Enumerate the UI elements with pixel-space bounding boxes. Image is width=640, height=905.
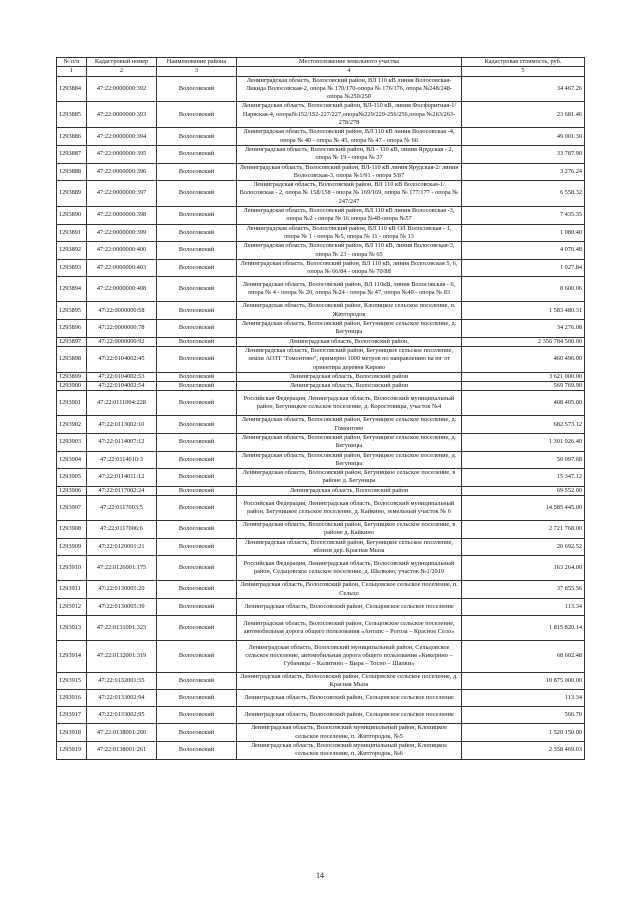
cadastral-value: 1 301 926.40: [462, 433, 585, 451]
land-plot-location: Ленинградская область, Волосовский район, ВЛ 110 кВ, линия Волосовская-3, опора № 23 - опора № 65: [237, 242, 462, 260]
cadastral-value: 1 080.40: [462, 224, 585, 242]
cadastral-value: 49 001.30: [462, 128, 585, 146]
cadastral-number: 47:22:0131001:323: [87, 615, 157, 640]
cadastral-value: 113.34: [462, 598, 585, 615]
table-row: [57, 346, 585, 372]
land-plot-location: Ленинградская область, Волосовский муниципальный район, Клопицкое сельское поселение, п. Житгородок, №5: [237, 724, 462, 742]
table-row: [57, 496, 585, 521]
cadastral-number: 47:22:0138001:261: [87, 742, 157, 760]
row-number: 1293899: [57, 372, 87, 381]
row-number: 1293905: [57, 469, 87, 487]
row-number: 1293912: [57, 598, 87, 615]
cadastral-number: 47:22:0104002:54: [87, 382, 157, 391]
cadastral-number: 47:22:0000000:92: [87, 337, 157, 346]
district-name: Волосовский: [157, 538, 237, 556]
table-row: [57, 538, 585, 556]
district-name: Волосовский: [157, 486, 237, 495]
row-number: 1293916: [57, 690, 87, 707]
header-district-name: Наименование района: [157, 58, 237, 67]
land-plot-location: Ленинградская область, Волосовский район, ВЛ 110 кВ линия Волосовская-Ликида Волосовская-2, опора № 170/170-опора № 176/176, опора №248/248-опора №250/250: [237, 76, 462, 102]
cadastral-value: 682 573.12: [462, 416, 585, 434]
column-number: 2: [87, 67, 157, 76]
cadastral-value: 113.34: [462, 690, 585, 707]
row-number: 1293885: [57, 102, 87, 128]
district-name: Волосовский: [157, 277, 237, 302]
cadastral-value: 8 600.06: [462, 277, 585, 302]
land-plot-location: Ленинградская область, Волосовский район, Сельцовское сельское поселение, д. Красная Мыза: [237, 672, 462, 690]
cadastral-number: 47:22:0104002:45: [87, 346, 157, 372]
column-number: 3: [157, 67, 237, 76]
row-number: 1293884: [57, 76, 87, 102]
district-name: Волосовский: [157, 76, 237, 102]
row-number: 1293917: [57, 707, 87, 724]
cadastral-value: 2 721 768.00: [462, 521, 585, 539]
table-row: [57, 615, 585, 640]
land-plot-location: Ленинградская область, Волосовский район, Сельцовское сельское поселение: [237, 707, 462, 724]
cadastral-value: 20 692.52: [462, 538, 585, 556]
cadastral-value: 1 583 480.31: [462, 302, 585, 320]
cadastral-number: 47:22:0132001:319: [87, 640, 157, 672]
land-plot-location: Российская Федерация, Ленинградская область, Волосовский муниципальный район, Сельцовское сельское поселение, д. Шелково, участок №1/2019: [237, 556, 462, 581]
header-location: Местоположение земельного участка: [237, 58, 462, 67]
cadastral-value: 69 552.00: [462, 486, 585, 495]
table-row: [57, 640, 585, 672]
row-number: 1293907: [57, 496, 87, 521]
row-number: 1293908: [57, 521, 87, 539]
land-plot-location: Ленинградская область, Волосовский район, Бегуницкое сельское поселение, в районе д. Бегуницы: [237, 469, 462, 487]
cadastral-number: 47:22:0138001:260: [87, 724, 157, 742]
table-row: [57, 128, 585, 146]
cadastral-number: 47:22:0117003:5: [87, 496, 157, 521]
row-number: 1293900: [57, 382, 87, 391]
land-plot-location: Ленинградская область, Волосовский район, ВЛ 110 кВ Волосовская-1/Волосовская - 2, опора № 158/158 - опора № 169/169, опора № 177/177 - опора № 247/247: [237, 181, 462, 207]
table-row: [57, 556, 585, 581]
district-name: Волосовский: [157, 346, 237, 372]
cadastral-value: 2 356 784 500.00: [462, 337, 585, 346]
row-number: 1293892: [57, 242, 87, 260]
cadastral-number: 47:22:0113002:10: [87, 416, 157, 434]
cadastral-number: 47:22:0000000:392: [87, 76, 157, 102]
row-number: 1293903: [57, 433, 87, 451]
cadastral-number: 47:22:0104002:53: [87, 372, 157, 381]
cadastral-number: 47:22:0000000:398: [87, 207, 157, 225]
cadastral-number: 47:22:0130005:20: [87, 581, 157, 599]
land-plot-location: Ленинградская область, Волосовский район, Сельцовское сельское поселение: [237, 598, 462, 615]
table-row: [57, 690, 585, 707]
land-plot-location: Ленинградская область, Волосовский район, Бегуницкое сельское поселение, в районе д. Кайкино: [237, 521, 462, 539]
cadastral-number: 47:22:0114011:12: [87, 469, 157, 487]
table-row: [57, 486, 585, 495]
district-name: Волосовский: [157, 128, 237, 146]
row-number: 1293904: [57, 451, 87, 469]
district-name: Волосовский: [157, 242, 237, 260]
row-number: 1293915: [57, 672, 87, 690]
land-plot-location: Ленинградская область, Волосовский район, ВЛ 110кВ, линия Волосовская - 6, опора № 4 - опора № 20, опора №24 - опора № 47, опора №49 - опора № 83: [237, 277, 462, 302]
district-name: Волосовский: [157, 451, 237, 469]
district-name: Волосовский: [157, 224, 237, 242]
cadastral-value: 2 358 469.03: [462, 742, 585, 760]
district-name: Волосовский: [157, 496, 237, 521]
table-row: [57, 707, 585, 724]
district-name: Волосовский: [157, 382, 237, 391]
row-number: 1293902: [57, 416, 87, 434]
cadastral-value: 37 855.56: [462, 581, 585, 599]
cadastral-number: 47:22:0000000:403: [87, 259, 157, 277]
cadastral-value: 1 027.84: [462, 259, 585, 277]
land-plot-location: Ленинградская область, Волосовский район: [237, 382, 462, 391]
land-plot-location: Ленинградская область, Волосовский район, ВЛ-110 кВ, линия Фосфоритная-1/Нарвская-4, опора№152/152-227/227,опора№229/229-256/256,опора №263/263-278/278: [237, 102, 462, 128]
land-plot-location: Ленинградская область, Волосовский район, Сельцовское сельское поселение, автомобильная дорога общего пользования «Антапс – Рогоза – Красное Село»: [237, 615, 462, 640]
cadastral-number: 47:22:0114007:12: [87, 433, 157, 451]
land-plot-location: Ленинградская область, Волосовский район, ВЛ - 110 кВ, линия Ярудская - 2, опора № 19 - опора № 37: [237, 145, 462, 163]
row-number: 1293888: [57, 163, 87, 181]
table-row: [57, 145, 585, 163]
cadastral-number: 47:22:0117002:24: [87, 486, 157, 495]
district-name: Волосовский: [157, 416, 237, 434]
row-number: 1293896: [57, 320, 87, 338]
land-plot-location: Ленинградская область, Волосовский муниципальный район, Сельцовское сельское поселение, автомобильная дорога общего пользования «Кикерино – Губаницы – Калитино – Выра – Тосно – Шапки»: [237, 640, 462, 672]
table-row: [57, 391, 585, 416]
district-name: Волосовский: [157, 640, 237, 672]
table-row: [57, 521, 585, 539]
row-number: 1293919: [57, 742, 87, 760]
land-plot-location: Российская Федерация, Ленинградская область, Волосовский муниципальный район, Бегуницкое сельское поселение, д. Коростовицы, участок №4: [237, 391, 462, 416]
district-name: Волосовский: [157, 615, 237, 640]
table-row: [57, 181, 585, 207]
cadastral-value: 566.70: [462, 707, 585, 724]
row-number: 1293901: [57, 391, 87, 416]
land-plot-location: Российская Федерация, Ленинградская область, Волосовский муниципальный район, Бегуницкое сельское поселение, д. Кайкино, земельный участок № 6: [237, 496, 462, 521]
table-row: [57, 469, 585, 487]
column-number: 5: [462, 67, 585, 76]
cadastral-number: 47:22:0000000:394: [87, 128, 157, 146]
land-plot-location: Ленинградская область, Волосовский район, ВЛ 110 кВ, линия Волосовская 5, 6, опора № 66/84 - опора № 70/88: [237, 259, 462, 277]
district-name: Волосовский: [157, 690, 237, 707]
land-plot-location: Ленинградская область, Волосовский район, Бегуницкое сельское поселение, д. Гомонтово: [237, 416, 462, 434]
district-name: Волосовский: [157, 433, 237, 451]
cadastral-value: 460 496.00: [462, 346, 585, 372]
land-plot-location: Ленинградская область, Волосовский район, Клопицкое сельское поселение, п. Житгородок: [237, 302, 462, 320]
land-plot-location: Ленинградская область, Волосовский район, Бегуницкое сельское поселение, д. Бегуницы: [237, 451, 462, 469]
table-row: [57, 382, 585, 391]
table-row: [57, 224, 585, 242]
cadastral-value: 6 558.32: [462, 181, 585, 207]
district-name: Волосовский: [157, 337, 237, 346]
cadastral-number: 47:22:0126001:175: [87, 556, 157, 581]
table-row: [57, 207, 585, 225]
cadastral-value: 4 070.48: [462, 242, 585, 260]
table-row: [57, 277, 585, 302]
row-number: 1293913: [57, 615, 87, 640]
table-row: [57, 416, 585, 434]
district-name: Волосовский: [157, 302, 237, 320]
column-number-row: [57, 67, 585, 76]
row-number: 1293891: [57, 224, 87, 242]
cadastral-value: 14 585 445.00: [462, 496, 585, 521]
land-plot-location: Ленинградская область, Волосовский район, Бегуницкое сельское поселение, д. Бегуницы: [237, 433, 462, 451]
cadastral-number: 47:22:0000000:408: [87, 277, 157, 302]
cadastral-number: 47:22:0000000:58: [87, 302, 157, 320]
cadastral-number: 47:22:0132001:55: [87, 672, 157, 690]
cadastral-number: 47:22:0117006:6: [87, 521, 157, 539]
land-plot-location: Ленинградская область, Волосовский район, Бегуницкое сельское поселение, земли АОЗТ "Гомонтово", примерно 1000 метров по направлению на юг от ориентира деревня Кирово: [237, 346, 462, 372]
column-number: 1: [57, 67, 87, 76]
land-plot-location: Ленинградская область, Волосовский район: [237, 486, 462, 495]
land-plot-location: Ленинградская область, Волосовский район, Сельцовское сельское поселение: [237, 690, 462, 707]
table-header-row: [57, 58, 585, 67]
table-row: [57, 581, 585, 599]
district-name: Волосовский: [157, 724, 237, 742]
land-plot-location: Ленинградская область, Волосовский район, ВЛ-110 кВ линия Ярудская-2/ линия Волосовская-3, опора №1/91 - опора 5/87: [237, 163, 462, 181]
cadastral-number: 47:22:0000000:78: [87, 320, 157, 338]
header-cadastral-number: Кадастровый номер: [87, 58, 157, 67]
cadastral-value: 3 621 000.00: [462, 372, 585, 381]
cadastral-value: 1 815 820.14: [462, 615, 585, 640]
land-plot-location: Ленинградская область, Волосовский район: [237, 372, 462, 381]
district-name: Волосовский: [157, 521, 237, 539]
cadastral-number: 47:22:0114010:3: [87, 451, 157, 469]
land-plot-location: Ленинградская область, Волосовский район, ВЛ 110 кВ линия Волосовская -3, опора №2 - опора № 16 опора №48-опора №57: [237, 207, 462, 225]
table-row: [57, 337, 585, 346]
land-plot-location: Ленинградская область, Волосовский район, Бегуницкое сельское поселение, вблизи дер. Красная Мыза: [237, 538, 462, 556]
district-name: Волосовский: [157, 556, 237, 581]
district-name: Волосовский: [157, 391, 237, 416]
district-name: Волосовский: [157, 207, 237, 225]
cadastral-value: 163 264.00: [462, 556, 585, 581]
row-number: 1293894: [57, 277, 87, 302]
land-plot-location: Ленинградская область, Волосовский район, Сельцовское сельское поселение, п. Сельцо: [237, 581, 462, 599]
header-cadastral-value: Кадастровая стоимость, руб.: [462, 58, 585, 67]
district-name: Волосовский: [157, 581, 237, 599]
land-plot-location: Ленинградская область, Волосовский муниципальный район, Клопицкое сельское поселение, п. Житгородок, №6: [237, 742, 462, 760]
district-name: Волосовский: [157, 163, 237, 181]
cadastral-value: 408 405.00: [462, 391, 585, 416]
row-number: 1293906: [57, 486, 87, 495]
table-row: [57, 163, 585, 181]
cadastral-number: 47:22:0000000:399: [87, 224, 157, 242]
table-row: [57, 433, 585, 451]
table-row: [57, 451, 585, 469]
district-name: Волосовский: [157, 372, 237, 381]
row-number: 1293895: [57, 302, 87, 320]
cadastral-value: 3 276.24: [462, 163, 585, 181]
table-row: [57, 76, 585, 102]
table-row: [57, 372, 585, 381]
table-row: [57, 320, 585, 338]
cadastral-number: 47:22:0133002:94: [87, 690, 157, 707]
cadastral-value: 68 602.48: [462, 640, 585, 672]
row-number: 1293887: [57, 145, 87, 163]
row-number: 1293889: [57, 181, 87, 207]
cadastral-value-table: [56, 57, 585, 760]
cadastral-value: 34 467.26: [462, 76, 585, 102]
cadastral-value: 569 769.90: [462, 382, 585, 391]
cadastral-value: 15 347.12: [462, 469, 585, 487]
land-plot-location: Ленинградская область, Волосовский район, ВЛ 110 кВ ОЛ Волосовская - 1, опора № 1 - опора №5, опора № 11 - опора № 13: [237, 224, 462, 242]
cadastral-number: 47:22:0000000:396: [87, 163, 157, 181]
cadastral-value: 7 435.35: [462, 207, 585, 225]
cadastral-number: 47:22:0130005:39: [87, 598, 157, 615]
district-name: Волосовский: [157, 742, 237, 760]
cadastral-value: 50 097.68: [462, 451, 585, 469]
header-row-number: № п/п: [57, 58, 87, 67]
district-name: Волосовский: [157, 102, 237, 128]
row-number: 1293897: [57, 337, 87, 346]
row-number: 1293890: [57, 207, 87, 225]
district-name: Волосовский: [157, 598, 237, 615]
table-row: [57, 259, 585, 277]
table-row: [57, 598, 585, 615]
row-number: 1293914: [57, 640, 87, 672]
row-number: 1293918: [57, 724, 87, 742]
row-number: 1293898: [57, 346, 87, 372]
land-plot-location: Ленинградская область, Волосовский район, ВЛ 110 кВ линия Волосовская -4, опора № 40 - опора № 45, опора № 47 - опора № 66: [237, 128, 462, 146]
cadastral-value: 23 681.46: [462, 102, 585, 128]
table-row: [57, 302, 585, 320]
cadastral-number: 47:22:0000000:393: [87, 102, 157, 128]
table-row: [57, 242, 585, 260]
row-number: 1293886: [57, 128, 87, 146]
cadastral-number: 47:22:0111004:228: [87, 391, 157, 416]
district-name: Волосовский: [157, 469, 237, 487]
land-plot-location: Ленинградская область, Волосовский район, Бегуницкое сельское поселение, д. Бегуницы: [237, 320, 462, 338]
cadastral-value: 10 875 000.00: [462, 672, 585, 690]
column-number: 4: [237, 67, 462, 76]
table-row: [57, 672, 585, 690]
district-name: Волосовский: [157, 707, 237, 724]
table-row: [57, 102, 585, 128]
district-name: Волосовский: [157, 259, 237, 277]
table-row: [57, 724, 585, 742]
table-row: [57, 742, 585, 760]
district-name: Волосовский: [157, 145, 237, 163]
row-number: 1293909: [57, 538, 87, 556]
cadastral-value: 33 787.90: [462, 145, 585, 163]
land-plot-location: Ленинградская область, Волосовский район,: [237, 337, 462, 346]
cadastral-number: 47:22:0133002:95: [87, 707, 157, 724]
row-number: 1293911: [57, 581, 87, 599]
district-name: Волосовский: [157, 672, 237, 690]
row-number: 1293893: [57, 259, 87, 277]
district-name: Волосовский: [157, 181, 237, 207]
cadastral-number: 47:22:0120001:21: [87, 538, 157, 556]
cadastral-value: 1 520 150.00: [462, 724, 585, 742]
cadastral-number: 47:22:0000000:395: [87, 145, 157, 163]
cadastral-value: 34 276.08: [462, 320, 585, 338]
page-number: 14: [316, 871, 324, 880]
cadastral-number: 47:22:0000000:400: [87, 242, 157, 260]
row-number: 1293910: [57, 556, 87, 581]
cadastral-number: 47:22:0000000:397: [87, 181, 157, 207]
district-name: Волосовский: [157, 320, 237, 338]
